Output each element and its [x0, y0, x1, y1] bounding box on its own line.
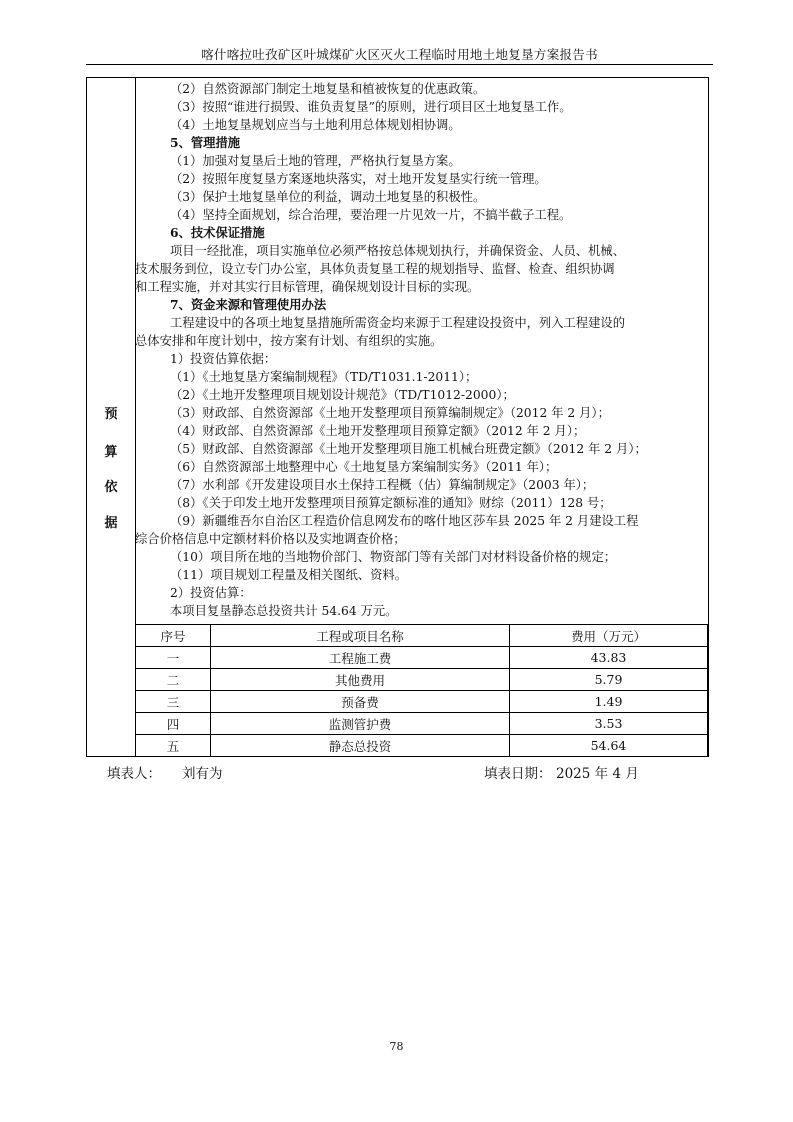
body-line: 工程建设中的各项土地复垦措施所需资金均来源于工程建设投资中，列入工程建设的 — [170, 316, 625, 330]
table-header-cell: 序号 — [136, 625, 211, 647]
basis-item: 综合价格信息中定额材料价格以及实地调查价格； — [135, 532, 406, 546]
body-line: （4）坚持全面规划，综合治理，要治理一片见效一片，不搞半截子工程。 — [170, 208, 572, 222]
body-line: （1）加强对复垦后土地的管理，严格执行复垦方案。 — [170, 154, 461, 168]
basis-item: （2）《土地开发整理项目规划设计规范》（TD/T1012-2000）； — [170, 388, 515, 402]
page-header-title: 喀什喀拉吐孜矿区叶城煤矿火区灭火工程临时用地土地复垦方案报告书 — [201, 47, 598, 62]
table-cell: 3.53 — [510, 713, 708, 735]
body-line: 本项目复垦静态总投资共计 54.64 万元。 — [170, 604, 398, 618]
side-label-char: 预 — [104, 407, 118, 422]
section-heading: 6、技术保证措施 — [170, 225, 265, 240]
side-label-column — [87, 78, 136, 756]
body-line: 1）投资估算依据： — [170, 352, 277, 366]
section-heading: 5、管理措施 — [170, 135, 241, 150]
body-line: （2）按照年度复垦方案逐地块落实，对土地开发复垦实行统一管理。 — [170, 172, 547, 186]
filler-name: 刘有为 — [182, 766, 223, 782]
table-cell: 5.79 — [510, 669, 708, 691]
date-value: 2025 年 4 月 — [556, 766, 639, 782]
basis-item: （10）项目所在地的当地物价部门、物资部门等有关部门对材料设备价格的规定； — [170, 550, 617, 564]
basis-item: （9）新疆维吾尔自治区工程造价信息网发布的喀什地区莎车县 2025 年 2 月建设工程 — [170, 514, 639, 528]
basis-item: （3）财政部、自然资源部《土地开发整理项目预算编制规定》（2012 年 2 月）； — [170, 406, 610, 420]
basis-item: （8）《关于印发土地开发整理项目预算定额标准的通知》财综（2011）128 号； — [170, 496, 612, 510]
body-line: （3）按照“谁进行损毁、谁负责复垦”的原则，进行项目区土地复垦工作。 — [170, 100, 572, 114]
table-header-row — [136, 625, 708, 647]
budget-basis-form — [86, 77, 709, 757]
basis-item: （7）水利部《开发建设项目水土保持工程概（估）算编制规定》（2003 年）； — [170, 478, 595, 492]
table-cell: 43.83 — [510, 647, 708, 669]
table-cell: 二 — [136, 669, 211, 691]
basis-item: （5）财政部、自然资源部《土地开发整理项目施工机械台班费定额》（2012 年 2 月）； — [170, 442, 647, 456]
table-cell: 1.49 — [510, 691, 708, 713]
body-line: （3）保护土地复垦单位的利益，调动土地复垦的积极性。 — [170, 190, 486, 204]
body-line: 2）投资估算： — [170, 586, 252, 600]
body-line: 总体安排和年度计划中，按方案有计划、有组织的实施。 — [135, 334, 443, 348]
filler-label: 填表人： — [107, 766, 161, 782]
section-heading: 7、资金来源和管理使用办法 — [170, 297, 327, 312]
table-cell: 一 — [136, 647, 211, 669]
table-row — [136, 735, 708, 757]
body-line: 和工程实施，并对其实行目标管理，确保规划设计目标的实现。 — [135, 280, 480, 294]
basis-item: （1）《土地复垦方案编制规程》（TD/T1031.1-2011）； — [170, 370, 478, 384]
table-header-cell: 工程或项目名称 — [211, 625, 510, 647]
table-row — [136, 647, 708, 669]
body-line: 技术服务到位，设立专门办公室，具体负责复垦工程的规划指导、监督、检查、组织协调 — [135, 262, 615, 276]
table-cell: 54.64 — [510, 735, 708, 757]
table-header-cell: 费用（万元） — [510, 625, 708, 647]
basis-item: （4）财政部、自然资源部《土地开发整理项目预算定额》（2012 年 2 月）； — [170, 424, 586, 438]
body-line: 项目一经批准，项目实施单位必须严格按总体规划执行，并确保资金、人员、机械、 — [170, 244, 625, 258]
table-cell: 三 — [136, 691, 211, 713]
basis-item: （6）自然资源部土地整理中心《土地复垦方案编制实务》（2011 年）； — [170, 460, 558, 474]
table-cell: 静态总投资 — [211, 735, 510, 757]
side-label-char: 据 — [104, 516, 118, 531]
side-label-char: 算 — [104, 445, 118, 460]
side-label-char: 依 — [104, 480, 118, 495]
table-cell: 五 — [136, 735, 211, 757]
table-row — [136, 691, 708, 713]
table-row — [136, 713, 708, 735]
table-cell: 监测管护费 — [211, 713, 510, 735]
table-row — [136, 669, 708, 691]
body-line: （4）土地复垦规划应当与土地利用总体规划相协调。 — [170, 118, 461, 132]
table-cell: 预备费 — [211, 691, 510, 713]
basis-item: （11）项目规划工程量及相关图纸、资料。 — [170, 568, 407, 582]
table-cell: 四 — [136, 713, 211, 735]
header-rule — [86, 64, 713, 65]
table-cell: 其他费用 — [211, 669, 510, 691]
page-number: 78 — [389, 1040, 404, 1053]
investment-table — [135, 624, 708, 757]
body-line: （2）自然资源部门制定土地复垦和植被恢复的优惠政策。 — [170, 82, 486, 96]
date-label: 填表日期： — [484, 766, 552, 782]
table-cell: 工程施工费 — [211, 647, 510, 669]
